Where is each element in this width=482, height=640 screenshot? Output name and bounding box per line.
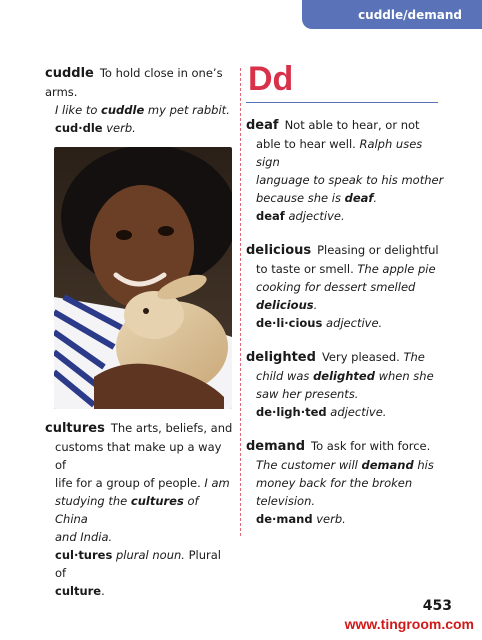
definition-deaf: Not able to hear, or not — [284, 118, 420, 132]
syllabification: de·li·cious — [256, 316, 323, 330]
headword-delicious: delicious — [246, 243, 312, 258]
headword-cuddle: cuddle — [45, 66, 94, 81]
example-text: The customer will — [256, 458, 362, 472]
syllabification: deaf — [256, 209, 285, 223]
example-bold: cuddle — [101, 103, 145, 117]
example-text: my pet rabbit. — [144, 103, 230, 117]
section-letter: Dd — [248, 60, 294, 98]
watermark-link[interactable]: www.tingroom.com — [344, 616, 474, 632]
headword-demand: demand — [246, 439, 306, 454]
definition-delighted: Very pleased. — [321, 350, 400, 364]
definition-line — [246, 135, 446, 171]
definition-text: life for a group of people. — [55, 476, 201, 490]
header-guide-words: cuddle/demand — [358, 7, 462, 22]
example-text: The apple pie — [353, 262, 436, 276]
example-text: when she — [374, 369, 434, 383]
part-of-speech: adjective. — [288, 209, 345, 223]
plural-of-line — [45, 582, 235, 600]
entry-deaf — [246, 116, 446, 225]
page-header-tab — [302, 0, 482, 29]
example-text: studying the — [55, 494, 131, 508]
example-line: cooking for dessert smelled — [256, 280, 416, 294]
example-text: The — [399, 350, 425, 364]
entry-delighted — [246, 348, 446, 421]
example-deaf — [246, 189, 446, 207]
example-delighted — [246, 367, 446, 385]
entry-cuddle — [45, 64, 235, 137]
headword-deaf: deaf — [246, 118, 279, 133]
syllables-demand — [246, 510, 446, 528]
definition-delicious: Pleasing or delightful — [317, 243, 439, 257]
example-line: and India. — [55, 530, 113, 544]
left-column — [45, 64, 235, 600]
example-bold: delicious — [256, 298, 314, 312]
syllabification: de·ligh·ted — [256, 405, 327, 419]
definition-line: customs that make up a way of — [55, 440, 222, 472]
part-of-speech: plural noun. — [115, 548, 185, 562]
part-of-speech: adjective. — [330, 405, 387, 419]
example-line: television. — [256, 494, 316, 508]
definition-line — [246, 260, 446, 278]
syllabification: cul·tures — [55, 548, 113, 562]
headword-cultures: cultures — [45, 421, 105, 436]
example-text: I am — [200, 476, 230, 490]
example-cultures — [45, 492, 235, 528]
example-bold: delighted — [313, 369, 375, 383]
syllables-delighted — [246, 403, 446, 421]
example-text: . — [373, 191, 378, 205]
headword-delighted: delighted — [246, 350, 316, 365]
photo-illustration — [54, 147, 232, 409]
example-cuddle — [45, 101, 235, 119]
example-text: his — [413, 458, 434, 472]
page-number: 453 — [422, 598, 452, 614]
right-column — [246, 60, 446, 528]
example-bold: cultures — [130, 494, 184, 508]
definition-text: to taste or smell. — [256, 262, 354, 276]
definition-line — [45, 474, 235, 492]
definition-demand: To ask for with force. — [311, 439, 431, 453]
child-rabbit-photo — [54, 147, 232, 409]
definition-cuddle: To hold close in one’s arms. — [45, 66, 223, 99]
example-text: because she is — [256, 191, 345, 205]
plural-word: culture — [55, 584, 102, 598]
example-text: . — [313, 298, 318, 312]
example-demand — [246, 456, 446, 474]
entry-delicious — [246, 241, 446, 332]
entry-demand — [246, 437, 446, 528]
example-bold: demand — [361, 458, 414, 472]
section-rule — [246, 102, 438, 103]
syllables-delicious — [246, 314, 446, 332]
definition-text: able to hear well. — [256, 137, 356, 151]
syllabification: cud·dle — [55, 121, 103, 135]
part-of-speech: verb. — [106, 121, 136, 135]
example-line: saw her presents. — [256, 387, 359, 401]
syllables-cultures — [45, 546, 235, 582]
example-text: of China — [55, 494, 199, 526]
example-text: child was — [256, 369, 314, 383]
plural-note: Plural of — [55, 548, 221, 580]
example-bold: deaf — [344, 191, 374, 205]
example-text: Ralph uses sign — [256, 137, 423, 169]
example-text: I like to — [55, 103, 102, 117]
example-line: money back for the broken — [256, 476, 413, 490]
column-divider — [240, 68, 241, 536]
entry-cultures — [45, 419, 235, 600]
syllabification: de·mand — [256, 512, 313, 526]
example-delicious — [246, 296, 446, 314]
part-of-speech: verb. — [316, 512, 346, 526]
example-line: language to speak to his mother — [256, 173, 444, 187]
part-of-speech: adjective. — [326, 316, 383, 330]
syllables-cuddle — [45, 119, 235, 137]
plural-end: . — [101, 584, 105, 598]
syllables-deaf — [246, 207, 446, 225]
definition-cultures: The arts, beliefs, and — [110, 421, 233, 435]
section-letter-header — [246, 60, 446, 102]
